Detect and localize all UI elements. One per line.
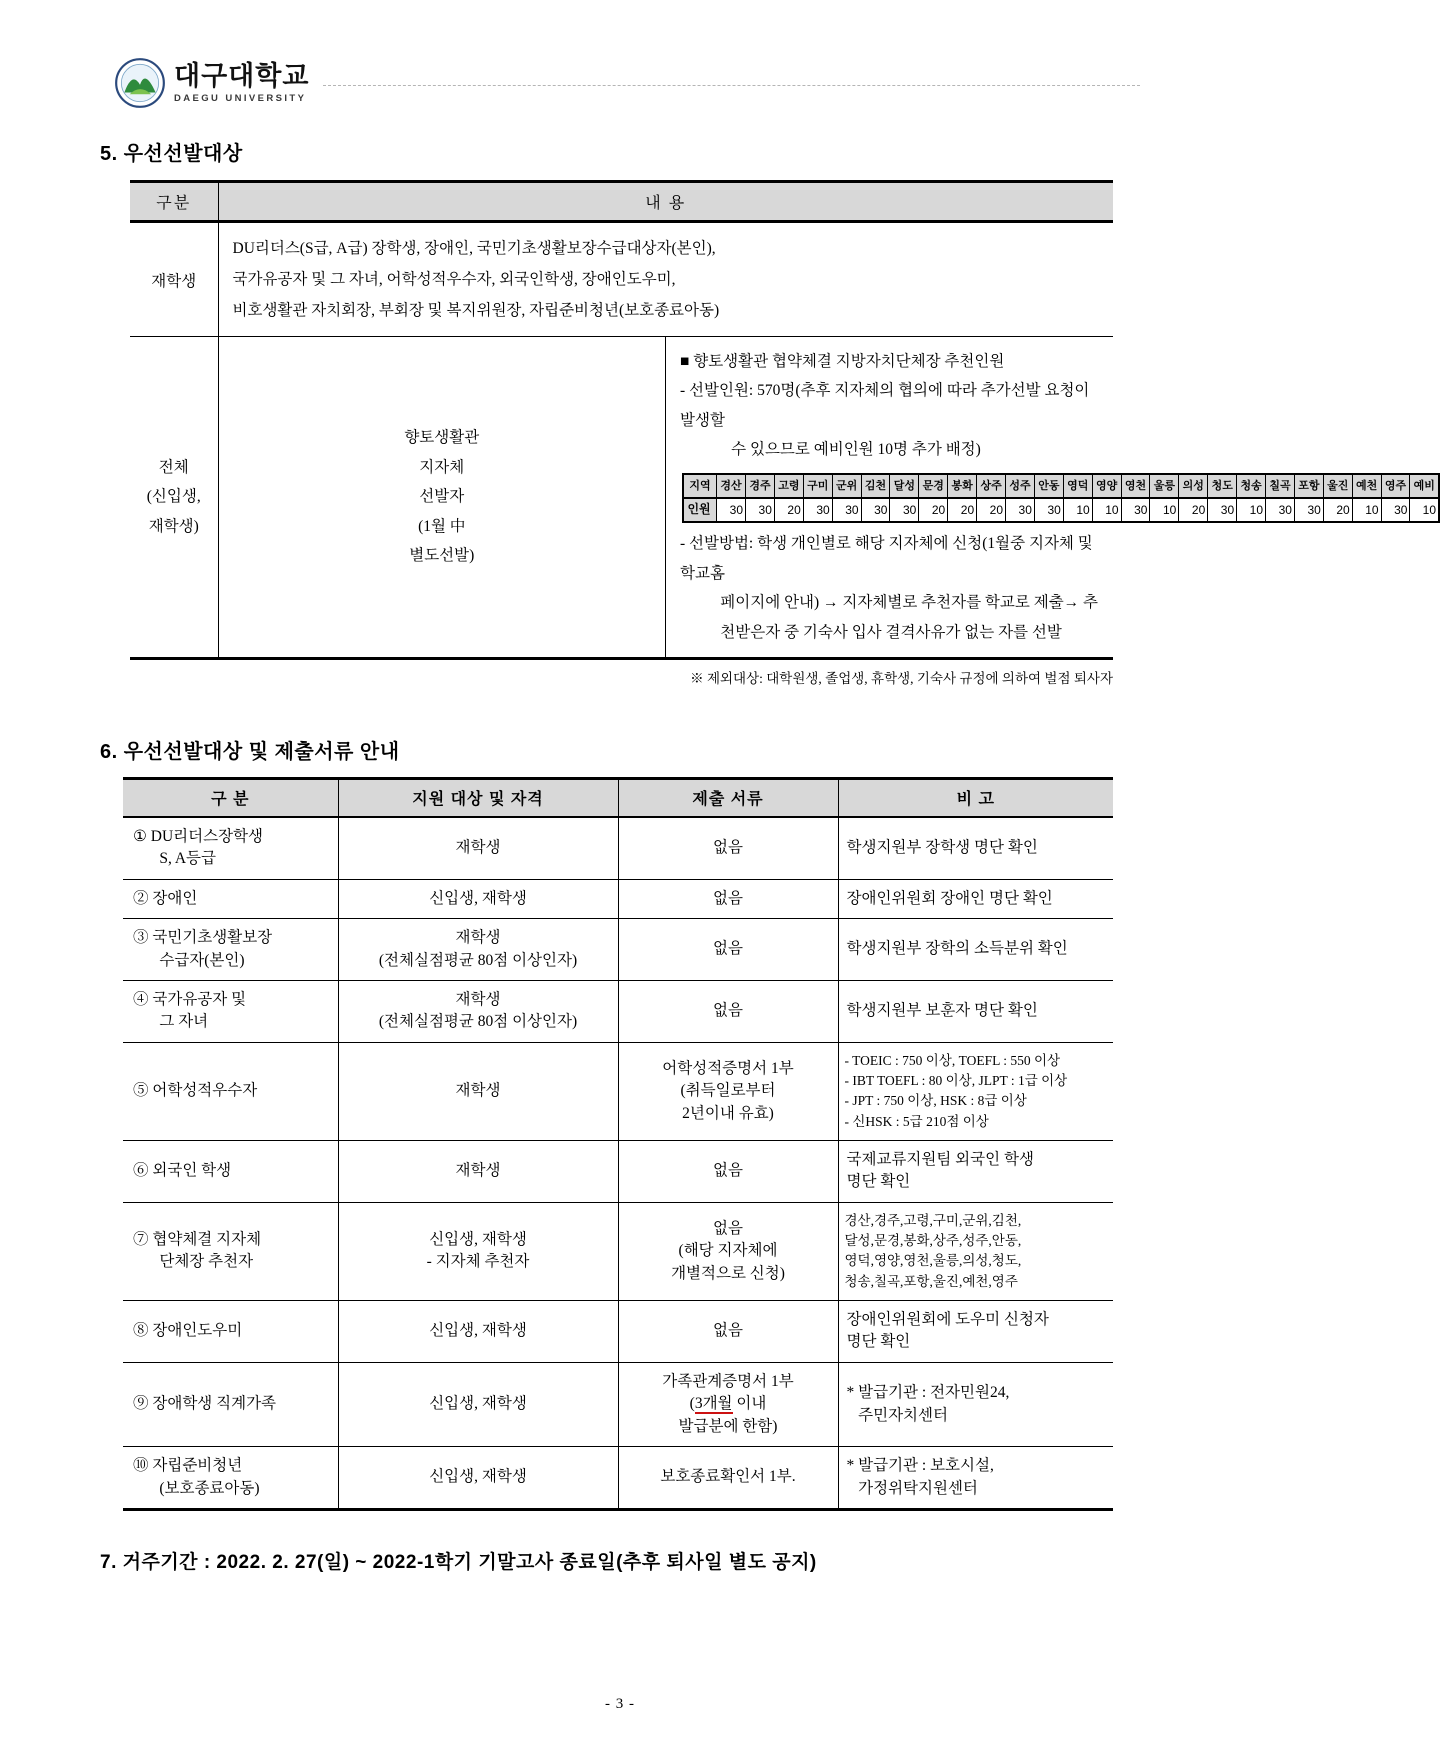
text-line: ③ 국민기초생활보장 <box>133 929 273 947</box>
text-line: (신입생, <box>146 488 201 506</box>
text-line: 신입생, 재학생 <box>429 1468 527 1486</box>
region-name-cell: 김천 <box>861 474 890 499</box>
content-cell <box>666 337 1436 659</box>
text-line: 학생지원부 장학생 명단 확인 <box>846 838 1038 856</box>
category-lines <box>130 453 218 541</box>
category-cell <box>123 1042 338 1140</box>
text-line: ① DU리더스장학생 <box>133 827 263 845</box>
text-line: 전체 <box>158 458 189 476</box>
text-line: - 신HSK : 5급 210점 이상 <box>844 1113 989 1129</box>
remark-cell <box>838 1042 1113 1140</box>
region-count-cell: 20 <box>919 498 948 522</box>
text-line: S, A등급 <box>159 850 216 868</box>
content-cell <box>218 222 1113 337</box>
documents-table-row <box>123 1042 1113 1140</box>
text-line: 없음 <box>713 940 743 958</box>
region-name-cell: 영주 <box>1381 474 1410 499</box>
documents-cell <box>618 1042 838 1140</box>
text-line: 경산,경주,고령,구미,군위,김천, <box>844 1212 1022 1228</box>
document-header <box>114 55 1140 111</box>
text-line: 장애인위원회에 도우미 신청자 <box>846 1310 1049 1328</box>
remark-cell <box>838 980 1113 1042</box>
target-cell <box>338 1140 618 1202</box>
text-line: 장애인위원회 장애인 명단 확인 <box>846 889 1053 907</box>
region-name-cell: 문경 <box>919 474 948 499</box>
text-line: ⑩ 자립준비청년 <box>133 1457 243 1475</box>
target-cell <box>338 1447 618 1510</box>
text-line: - IBT TOEFL : 80 이상, JLPT : 1급 이상 <box>844 1073 1068 1089</box>
text-line: 재학생 <box>455 838 501 856</box>
text-line: 보호종료확인서 1부. <box>660 1468 796 1486</box>
documents-table-row <box>123 1300 1113 1362</box>
region-name-cell: 포항 <box>1294 474 1323 499</box>
region-name-cell: 예천 <box>1352 474 1381 499</box>
text-line: 선발자 <box>419 488 465 506</box>
logo-english-name: DAEGU UNIVERSITY <box>174 92 307 104</box>
text-line: 향토생활관 <box>404 429 480 447</box>
university-seal-icon <box>114 57 166 109</box>
category-cell <box>123 919 338 981</box>
region-name-cell: 성주 <box>1006 474 1035 499</box>
region-count-cell: 10 <box>1092 498 1121 522</box>
text-line: 수급자(본인) <box>159 951 245 969</box>
category-cell <box>123 1447 338 1510</box>
text-line: 발급분에 한함) <box>678 1417 778 1435</box>
region-count-cell: 30 <box>1266 498 1295 522</box>
text-line: 신입생, 재학생 <box>429 1322 527 1340</box>
region-count-cell: 10 <box>1352 498 1381 522</box>
text-line: ⑦ 협약체결 지자체 <box>133 1230 262 1248</box>
documents-cell <box>618 1202 838 1300</box>
region-count-cell: 30 <box>1006 498 1035 522</box>
region-count-cell: 30 <box>1034 498 1063 522</box>
local-government-row <box>130 337 1113 659</box>
text-line: 신입생, 재학생 <box>429 1230 527 1248</box>
region-count-cell: 30 <box>890 498 919 522</box>
remark-cell <box>838 919 1113 981</box>
remark-cell <box>838 1447 1113 1510</box>
text-line: DU리더스(S급, A급) 장학생, 장애인, 국민기초생활보장수급대상자(본인), <box>232 240 716 257</box>
documents-cell <box>618 879 838 918</box>
text-line: 영덕,영양,영천,울릉,의성,청도, <box>844 1253 1022 1269</box>
text-line: 없음 <box>713 1002 743 1020</box>
region-name-cell: 의성 <box>1179 474 1208 499</box>
logo-text <box>174 60 310 104</box>
text-line: 지자체 <box>419 458 465 476</box>
selection-quota-lines <box>680 376 1105 464</box>
text-line: 재학생) <box>148 517 199 535</box>
text-line: 천받은자 중 기숙사 입사 결격사유가 없는 자를 선발 <box>720 623 1062 641</box>
remark-cell <box>838 879 1113 918</box>
text-line: 국제교류지원팀 외국인 학생 <box>846 1150 1034 1168</box>
col-header-target: 지원 대상 및 자격 <box>338 779 618 817</box>
region-count-cell: 30 <box>1294 498 1323 522</box>
target-cell <box>338 1362 618 1446</box>
region-count-cell: 10 <box>1150 498 1179 522</box>
text-line: 개별적으로 신청) <box>671 1264 785 1282</box>
region-name-cell: 상주 <box>977 474 1006 499</box>
region-name-cell: 고령 <box>774 474 803 499</box>
text-line: 국가유공자 및 그 자녀, 어학성적우수자, 외국인학생, 장애인도우미, <box>232 271 676 288</box>
target-cell <box>338 1042 618 1140</box>
region-name-cell: 칠곡 <box>1266 474 1295 499</box>
text-line: (보호종료아동) <box>159 1479 260 1497</box>
documents-table-row <box>123 817 1113 879</box>
documents-cell <box>618 817 838 879</box>
category-cell <box>123 1202 338 1300</box>
text-line: 그 자녀 <box>159 1013 209 1031</box>
text-line: (1월 中 <box>418 517 466 535</box>
text-line: 명단 확인 <box>846 1173 911 1191</box>
target-cell <box>338 817 618 879</box>
region-name-cell: 구미 <box>803 474 832 499</box>
region-name-cell: 청도 <box>1208 474 1237 499</box>
text-line: 가족관계증명서 1부 <box>662 1372 794 1390</box>
current-students-content <box>233 233 1106 326</box>
region-name-cell: 청송 <box>1237 474 1266 499</box>
category-cell <box>123 1362 338 1446</box>
text-line: ④ 국가유공자 및 <box>133 990 247 1008</box>
remark-cell <box>838 1140 1113 1202</box>
target-cell <box>338 879 618 918</box>
documents-cell <box>618 980 838 1042</box>
region-count-cell: 30 <box>1121 498 1150 522</box>
documents-table-row <box>123 980 1113 1042</box>
text-line: 없음 <box>713 838 743 856</box>
content-header-cell: 내 용 <box>218 182 1113 222</box>
region-name-cell: 영양 <box>1092 474 1121 499</box>
col-header-remark: 비 고 <box>838 779 1113 817</box>
text-line: * 발급기관 : 보호시설, <box>846 1457 994 1475</box>
text-line: 별도선발) <box>409 547 475 565</box>
region-name-cell: 울진 <box>1323 474 1352 499</box>
text-line: - 지자체 추천자 <box>426 1253 530 1271</box>
text-line: 어학성적증명서 1부 <box>662 1059 794 1077</box>
remark-cell <box>838 1300 1113 1362</box>
text-line: - TOEIC : 750 이상, TOEFL : 550 이상 <box>844 1052 1061 1068</box>
region-name-cell: 영천 <box>1121 474 1150 499</box>
subcategory-cell <box>218 337 666 659</box>
current-students-row <box>130 222 1113 337</box>
documents-table-row <box>123 1202 1113 1300</box>
region-name-cell: 군위 <box>832 474 861 499</box>
text-line: 없음 <box>713 1162 743 1180</box>
selection-method-lines <box>680 529 1105 647</box>
text-line: * 발급기관 : 전자민원24, <box>846 1384 1010 1402</box>
text-line: (전체실점평균 80점 이상인자) <box>378 951 578 969</box>
category-header-cell: 구분 <box>130 182 218 222</box>
region-name-cell: 경산 <box>717 474 746 499</box>
region-count-cell: 10 <box>1063 498 1092 522</box>
count-label-cell: 인원 <box>683 498 717 522</box>
text-line: 청송,칠곡,포항,울진,예천,영주 <box>844 1273 1018 1289</box>
category-cell <box>130 337 218 659</box>
region-name-cell: 경주 <box>746 474 775 499</box>
documents-table-row <box>123 879 1113 918</box>
section5-title: 5. 우선선발대상 <box>100 143 243 165</box>
text-line: 비호생활관 자치회장, 부회장 및 복지위원장, 자립준비청년(보호종료아동) <box>232 302 720 319</box>
documents-cell <box>618 1362 838 1446</box>
section6-title: 6. 우선선발대상 및 제출서류 안내 <box>100 741 400 764</box>
page-number: - 3 - <box>605 1696 635 1712</box>
region-count-cell: 20 <box>1179 498 1208 522</box>
text-line: ⑥ 외국인 학생 <box>133 1162 232 1180</box>
category-cell: 재학생 <box>130 222 218 337</box>
documents-table-row <box>123 1362 1113 1446</box>
text-line: 명단 확인 <box>846 1333 911 1351</box>
text-line: 단체장 추천자 <box>159 1253 254 1271</box>
category-cell <box>123 879 338 918</box>
text-line: (취득일로부터 <box>680 1082 776 1100</box>
priority-selection-table <box>130 180 1436 660</box>
exclusion-note: ※ 제외대상: 대학원생, 졸업생, 휴학생, 기숙사 규정에 의하여 벌점 퇴사자 <box>690 671 1113 687</box>
region-quota-table <box>682 473 1440 524</box>
priority-table-header-row <box>130 182 1113 222</box>
text-line: 재학생 <box>455 1162 501 1180</box>
documents-cell <box>618 919 838 981</box>
text-line: (전체실점평균 80점 이상인자) <box>378 1013 578 1031</box>
text-line: 학생지원부 보훈자 명단 확인 <box>846 1002 1038 1020</box>
red-underlined-text: 3개월 <box>694 1395 733 1413</box>
text-line: 학생지원부 장학의 소득분위 확인 <box>846 940 1068 958</box>
category-cell <box>123 1140 338 1202</box>
text-line: - 선발방법: 학생 개인별로 해당 지자체에 신청(1월중 지자체 및 학교홈 <box>680 535 1093 582</box>
region-label-cell: 지역 <box>683 474 717 499</box>
remark-cell <box>838 1362 1113 1446</box>
region-count-row <box>683 498 1439 522</box>
region-name-cell: 달성 <box>890 474 919 499</box>
text-line: 주민자치센터 <box>846 1406 948 1424</box>
documents-table-row <box>123 1140 1113 1202</box>
region-count-cell: 20 <box>1323 498 1352 522</box>
text-line: 없음 <box>713 1322 743 1340</box>
region-count-cell: 20 <box>948 498 977 522</box>
region-count-cell: 30 <box>861 498 890 522</box>
region-name-cell: 봉화 <box>948 474 977 499</box>
remark-cell <box>838 1202 1113 1300</box>
text-line: ⑤ 어학성적우수자 <box>133 1082 258 1100</box>
documents-cell <box>618 1447 838 1510</box>
text-line: - JPT : 750 이상, HSK : 8급 이상 <box>844 1093 1027 1109</box>
logo-korean-name: 대구대학교 <box>174 60 310 91</box>
text-line: 신입생, 재학생 <box>429 889 527 907</box>
region-count-cell: 30 <box>1381 498 1410 522</box>
text-line: - 선발인원: 570명(추후 지자체의 협의에 따라 추가선발 요청이 발생할 <box>680 382 1090 429</box>
documents-cell <box>618 1300 838 1362</box>
documents-table-row <box>123 919 1113 981</box>
text-line: (해당 지자체에 <box>678 1242 778 1260</box>
region-count-cell: 30 <box>1208 498 1237 522</box>
region-name-row <box>683 474 1439 499</box>
region-count-cell: 30 <box>746 498 775 522</box>
text-line: ⑨ 장애학생 직계가족 <box>133 1395 277 1413</box>
text-line: ② 장애인 <box>133 889 198 907</box>
target-cell <box>338 919 618 981</box>
category-cell <box>123 817 338 879</box>
recommendation-bullet: ■ 향토생활관 협약체결 지방자치단체장 추천인원 <box>680 353 1005 370</box>
text-line: ⑧ 장애인도우미 <box>133 1322 243 1340</box>
text-line: 달성,문경,봉화,상주,성주,안동, <box>844 1233 1022 1249</box>
region-count-cell: 30 <box>717 498 746 522</box>
category-cell <box>123 1300 338 1362</box>
region-name-cell: 울릉 <box>1150 474 1179 499</box>
documents-table-header-row <box>123 779 1113 817</box>
col-header-documents: 제출 서류 <box>618 779 838 817</box>
text-line: 신입생, 재학생 <box>429 1395 527 1413</box>
region-count-cell: 20 <box>774 498 803 522</box>
text-line: 2년이내 유효) <box>682 1104 774 1122</box>
text-line: 없음 <box>713 889 743 907</box>
col-header-category: 구 분 <box>123 779 338 817</box>
region-name-cell: 영덕 <box>1063 474 1092 499</box>
text-line: 수 있으므로 예비인원 10명 추가 배정) <box>731 441 981 459</box>
target-cell <box>338 980 618 1042</box>
text-line: 재학생 <box>455 990 501 1008</box>
region-count-cell: 10 <box>1410 498 1439 522</box>
university-logo <box>114 57 309 109</box>
header-divider <box>323 85 1140 86</box>
region-count-cell: 10 <box>1237 498 1266 522</box>
subcategory-lines <box>219 423 666 570</box>
text-line: 페이지에 안내) → 지자체별로 추천자를 학교로 제출→ 추 <box>720 594 1099 612</box>
target-cell <box>338 1300 618 1362</box>
target-cell <box>338 1202 618 1300</box>
documents-cell <box>618 1140 838 1202</box>
text-line: (3개월 이내 <box>689 1395 767 1413</box>
documents-guide-table <box>123 777 1113 1511</box>
region-count-cell: 30 <box>803 498 832 522</box>
region-count-cell: 20 <box>977 498 1006 522</box>
region-name-cell: 예비 <box>1410 474 1439 499</box>
text-line: 없음 <box>713 1219 743 1237</box>
documents-table-row <box>123 1447 1113 1510</box>
region-name-cell: 안동 <box>1034 474 1063 499</box>
category-cell <box>123 980 338 1042</box>
remark-cell <box>838 817 1113 879</box>
text-line: 재학생 <box>455 929 501 947</box>
section7-title: 7. 거주기간 : 2022. 2. 27(일) ~ 2022-1학기 기말고사 종료일(추후 퇴사일 별도 공지) <box>100 1552 817 1574</box>
text-line: 가정위탁지원센터 <box>846 1479 978 1497</box>
text-line: 재학생 <box>455 1082 501 1100</box>
region-count-cell: 30 <box>832 498 861 522</box>
